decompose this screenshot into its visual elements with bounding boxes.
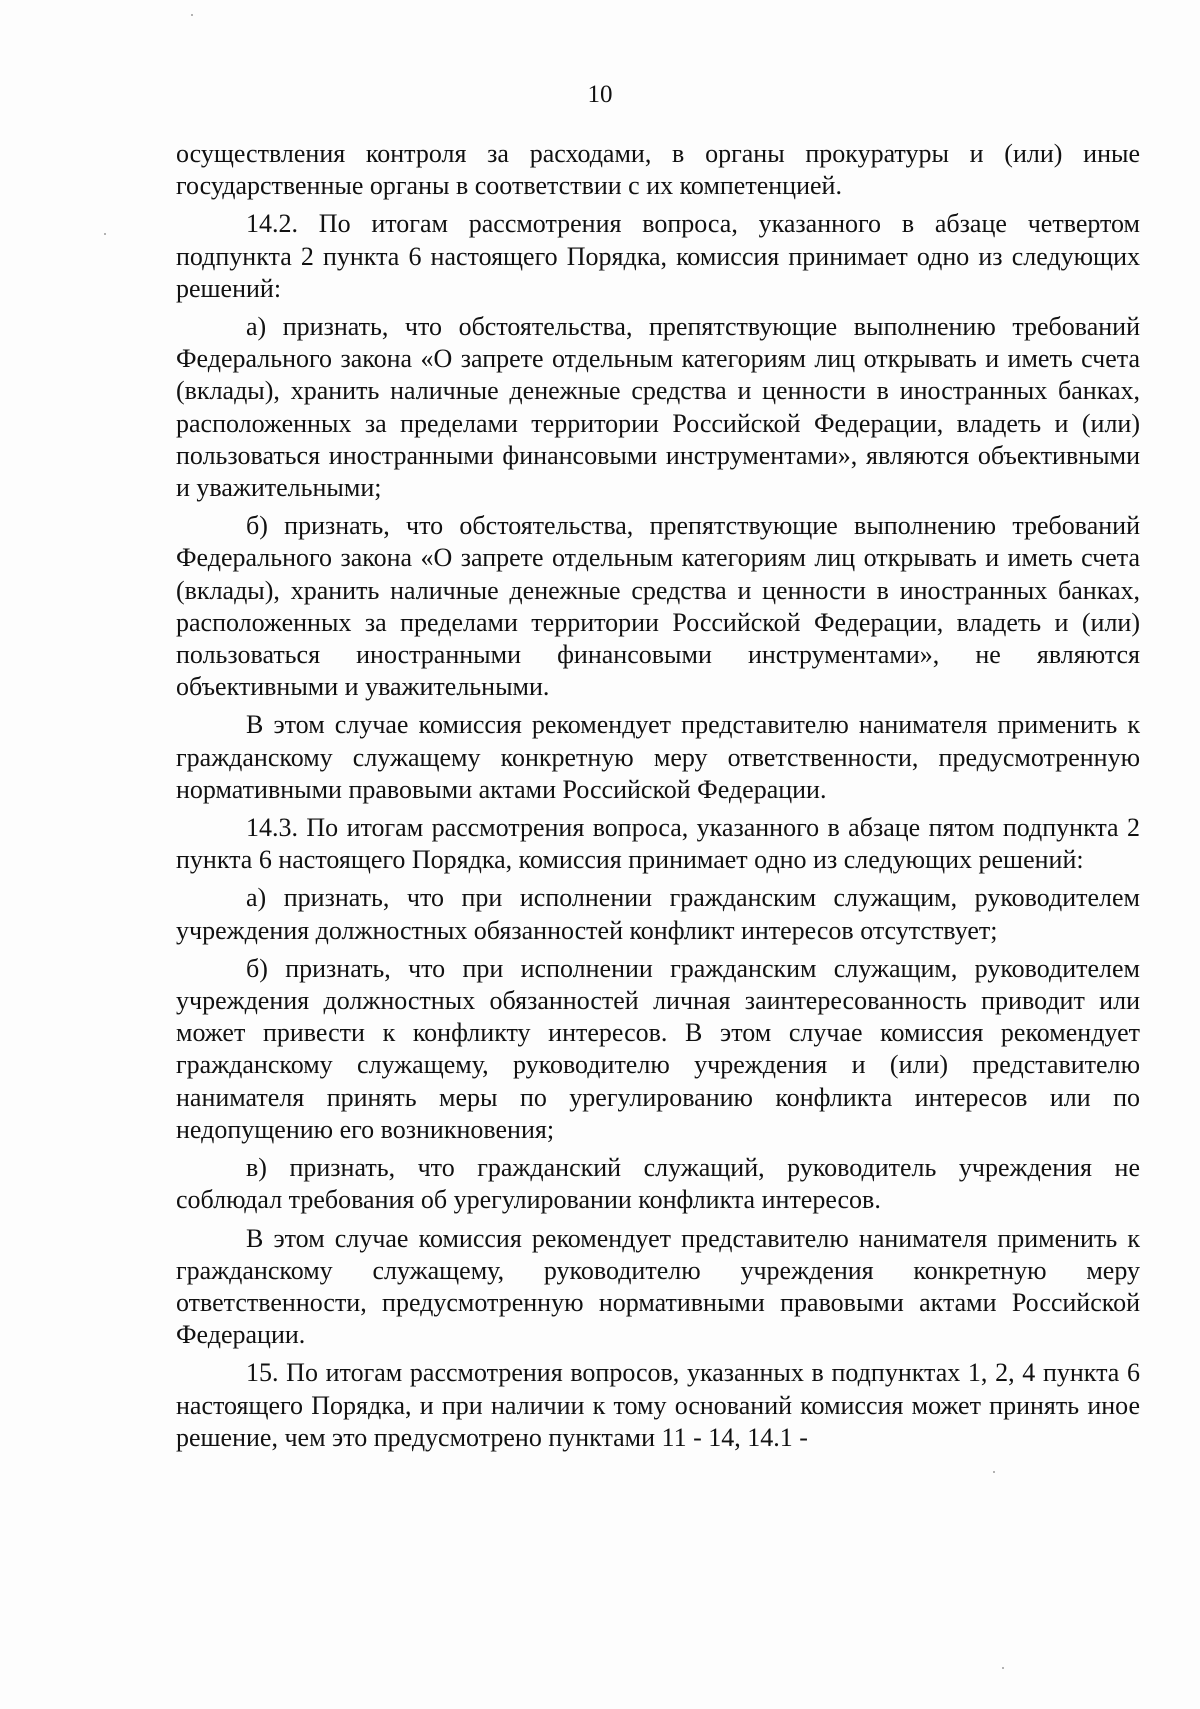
- paragraph-14-2-a: а) признать, что обстоятельства, препятствующие выполнению требований Федерального закона «О запрете отдельным категориям лиц открывать и иметь счета (вклады), хранить наличные денежные средства и ценности в иностранных банках, расположенных за пределами территории Российской Федерации, владеть и (или) пользоваться иностранными финансовыми инструментами», являются объективными и уважительными;: [176, 312, 1140, 503]
- scan-speck: [191, 14, 193, 16]
- paragraph-14-3: 14.3. По итогам рассмотрения вопроса, указанного в абзаце пятом подпункта 2 пункта 6 настоящего Порядка, комиссия принимает одно из следующих решений:: [176, 813, 1140, 875]
- paragraph-14-3-a: а) признать, что при исполнении гражданским служащим, руководителем учреждения должностных обязанностей конфликт интересов отсутствует;: [176, 883, 1140, 945]
- paragraph-14-2-b: б) признать, что обстоятельства, препятствующие выполнению требований Федерального закона «О запрете отдельным категориям лиц открывать и иметь счета (вклады), хранить наличные денежные средства и ценности в иностранных банках, расположенных за пределами территории Российской Федерации, владеть и (или) пользоваться иностранными финансовыми инструментами», не являются объективными и уважительными.: [176, 511, 1140, 702]
- paragraph-14-3-b: б) признать, что при исполнении гражданским служащим, руководителем учреждения должностных обязанностей личная заинтересованность приводит или может привести к конфликту интересов. В этом случае комиссия рекомендует гражданскому служащему, руководителю учреждения и (или) представителю нанимателя принять меры по урегулированию конфликта интересов или по недопущению его возникновения;: [176, 953, 1140, 1144]
- paragraph-14-3-note: В этом случае комиссия рекомендует представителю нанимателя применить к гражданскому служащему, руководителю учреждения конкретную меру ответственности, предусмотренную нормативными правовыми актами Российской Федерации.: [176, 1223, 1140, 1350]
- paragraph-14-2: 14.2. По итогам рассмотрения вопроса, указанного в абзаце четвертом подпункта 2 пункта 6 настоящего Порядка, комиссия принимает одно из следующих решений:: [176, 209, 1140, 303]
- document-body: [176, 138, 1140, 1460]
- paragraph-15: 15. По итогам рассмотрения вопросов, указанных в подпунктах 1, 2, 4 пункта 6 настоящего Порядка, и при наличии к тому оснований комиссия может принять иное решение, чем это предусмотрено пунктами 11 - 14, 14.1 -: [176, 1358, 1140, 1452]
- scan-speck: [1002, 1667, 1004, 1669]
- paragraph-14-2-note: В этом случае комиссия рекомендует представителю нанимателя применить к гражданскому служащему конкретную меру ответственности, предусмотренную нормативными правовыми актами Российской Федерации.: [176, 710, 1140, 804]
- page-number: 10: [587, 81, 613, 108]
- scan-speck: [104, 233, 106, 235]
- paragraph-continuation: осуществления контроля за расходами, в органы прокуратуры и (или) иные государственные органы в соответствии с их компетенцией.: [176, 139, 1140, 201]
- scan-speck: [993, 1471, 995, 1473]
- paragraph-14-3-v: в) признать, что гражданский служащий, руководитель учреждения не соблюдал требования об урегулировании конфликта интересов.: [176, 1153, 1140, 1215]
